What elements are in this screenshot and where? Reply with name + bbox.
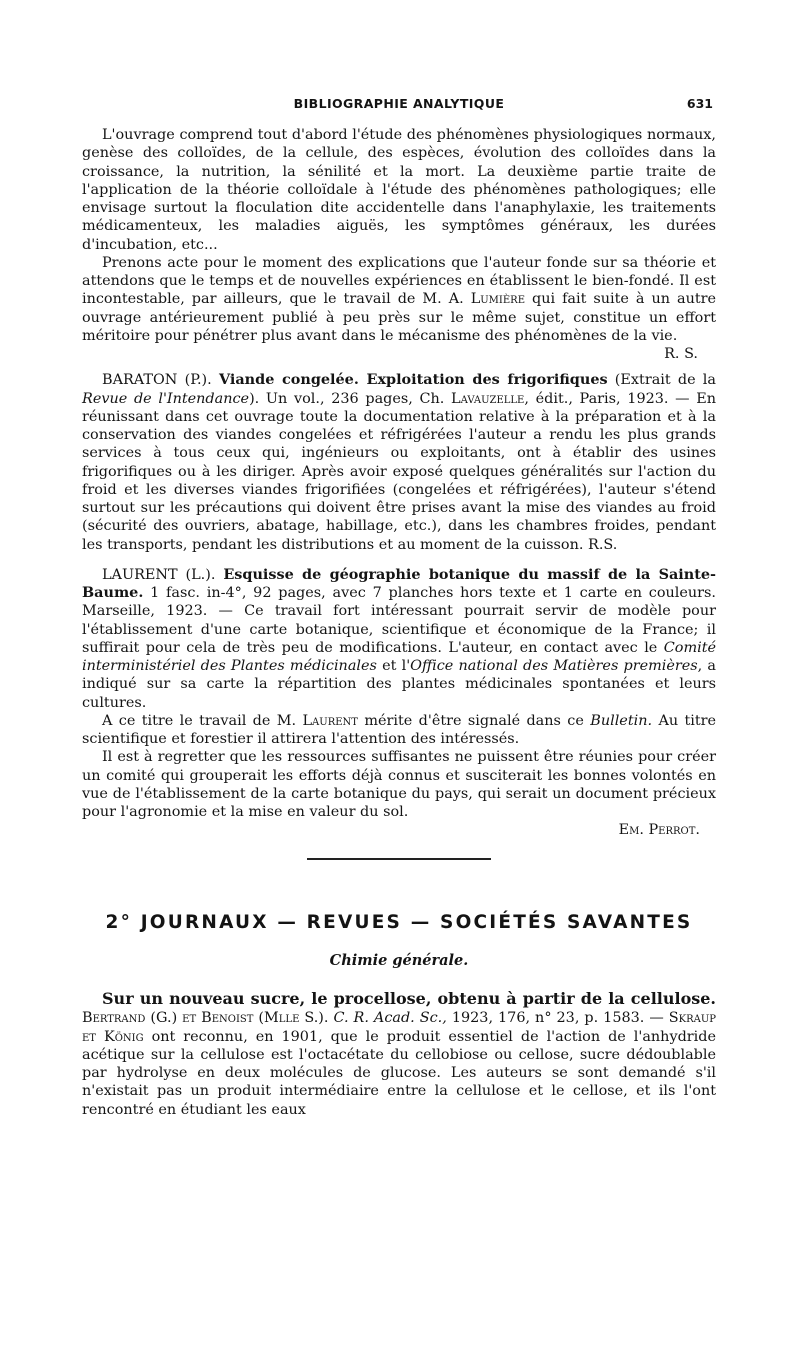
review1-text-a: Prenons acte pour le moment des explications que l'auteur fonde sur sa théorie et attendons que le temps et de nouvelles expériences en établissent le bien-fondé. Il est incontestable, par ailleurs, que le travail de M. A.	[82, 254, 716, 308]
review3-p2-a: A ce titre le travail de M.	[102, 712, 297, 729]
review3-p3: Il est à regretter que les ressources suffisantes ne puissent être réunies pour créer un comité qui grouperait les efforts déjà connus et susciterait les bonnes volontés en vue de l'établissement de la carte botanique du pays, qui serait un document précieux pour l'agronomie et la mise en valeur du sol.	[82, 749, 716, 820]
section-title: 2° JOURNAUX — REVUES — SOCIÉTÉS SAVANTES	[105, 911, 693, 933]
article-source: C. R. Acad. Sc.,	[333, 1010, 447, 1027]
review3-paragraph-2	[82, 712, 716, 749]
review2-entry	[82, 371, 716, 554]
review2-signature: R.S.	[588, 536, 618, 553]
author-name-laurent: Laurent	[302, 712, 358, 729]
page-header	[85, 96, 713, 116]
review2-journal: Revue de l'Intendance	[82, 390, 250, 407]
article-ref: 1923, 176, n° 23, p. 1583. —	[451, 1010, 664, 1027]
page-number: 631	[686, 96, 713, 111]
review3-entry	[82, 566, 716, 712]
section-divider	[307, 858, 491, 860]
review3-title: Esquisse de géographie botanique du massif de la Sainte-Baume.	[82, 565, 716, 601]
article-body: ont reconnu, en 1901, que le produit essentiel de l'action de l'anhydride acétique sur la cellulose est l'octacétate du cellobiose ou cellose, sucre dédoublable par hydrolyse en deux molécules de glucose. Les auteurs se sont demandé s'il n'existait pas un produit intermédiaire entre la cellulose et le cellose, et ils l'ont rencontré en étudiant les eaux	[82, 1028, 717, 1118]
page-body	[82, 126, 716, 1119]
review3-pub: 1 fasc. in-4°, 92 pages, avec 7 planches hors texte et 1 carte en couleurs. Marseille, 1923. —	[82, 585, 716, 620]
review2-pub-2: ). Un vol., 236 pages, Ch.	[249, 390, 445, 407]
review3-signature: Em. Perrot.	[618, 822, 700, 839]
author-name-lumiere: Lumière	[470, 291, 525, 308]
review3-comite: Comité interministériel des Plantes médicinales	[82, 639, 716, 674]
article-title: Sur un nouveau sucre, le procellose, obtenu à partir de la cellulose.	[102, 989, 716, 1008]
review3-paragraph-3	[82, 748, 716, 839]
review3-bulletin: Bulletin.	[590, 712, 653, 729]
review1-paragraph-1: L'ouvrage comprend tout d'abord l'étude des phénomènes physiologiques normaux, genèse des colloïdes, de la cellule, des espèces, évolution des colloïdes dans la croissance, la nutrition, la sénilité et la mort. La deuxième partie traite de l'application de la théorie colloïdale à l'étude des phénomènes pathologiques; elle envisage surtout la floculation dite accidentelle dans l'anaphylaxie, les traitements médicamenteux, les maladies aiguës, les symptômes généraux, les durées d'incubation, etc...	[82, 127, 716, 253]
article-entry	[82, 990, 716, 1119]
review2-author: BARATON (P.).	[102, 372, 212, 389]
review1-text-b: qui fait suite à un autre ouvrage antérieurement publié à peu près sur le même sujet, constitue un effort méritoire pour pénétrer plus avant dans le mécanisme des phénomènes de la vie.	[82, 291, 717, 344]
review3-et: et l'	[382, 658, 411, 674]
review2-pub-1: (Extrait de la	[614, 372, 716, 389]
review3-author: LAURENT (L.).	[102, 566, 216, 583]
running-title: BIBLIOGRAPHIE ANALYTIQUE	[293, 96, 505, 111]
review3-body-1: Ce travail fort intéressant pourrait servir de modèle pour l'établissement d'une carte botanique, scientifique et économique de la France; il suffirait pour cela de très peu de modifications. L'auteur, en contact avec le	[82, 603, 716, 656]
review3-office: Office national des Matières premières	[410, 658, 698, 674]
review1-paragraph-2	[82, 254, 716, 364]
review3-body-2: , a indiqué sur sa carte la répartition des plantes médicinales spontanées et leurs cultures.	[82, 658, 716, 711]
review3-p2-c: Au titre scientifique et forestier il attirera l'attention des intéressés.	[82, 712, 717, 747]
review2-publisher: Lavauzelle,	[451, 390, 529, 407]
article-authors: Bertrand (G.) et Benoist (Mlle S.).	[82, 1010, 329, 1027]
review3-p2-b: mérite d'être signalé dans ce	[364, 712, 584, 729]
article-names: Skraup et König	[82, 1010, 716, 1045]
subsection-title: Chimie générale.	[329, 951, 469, 969]
review2-pub-3: édit., Paris, 1923. —	[535, 390, 690, 407]
review1-signature: R. S.	[664, 346, 698, 362]
review2-body: En réunissant dans cet ouvrage toute la documentation relative à la préparation et à la conservation des viandes congelées et réfrigérées l'auteur a rendu les plus grands services à tous ceux qui, ingénieurs ou exploitants, ont à établir des usines frigorifiques ou à les diriger. Après avoir exposé quelques généralités sur l'action du froid et les diverses viandes frigorifiées (congelées et réfrigérées), l'auteur s'étend surtout sur les précautions qui doivent être prises avant la mise des viandes au froid (sécurité des ouvriers, abatage, habillage, etc.), dans les chambres froides, pendant les transports, pendant les distributions et au moment de la cuisson.	[82, 390, 717, 553]
review2-title: Viande congelée. Exploitation des frigorifiques	[218, 371, 608, 389]
